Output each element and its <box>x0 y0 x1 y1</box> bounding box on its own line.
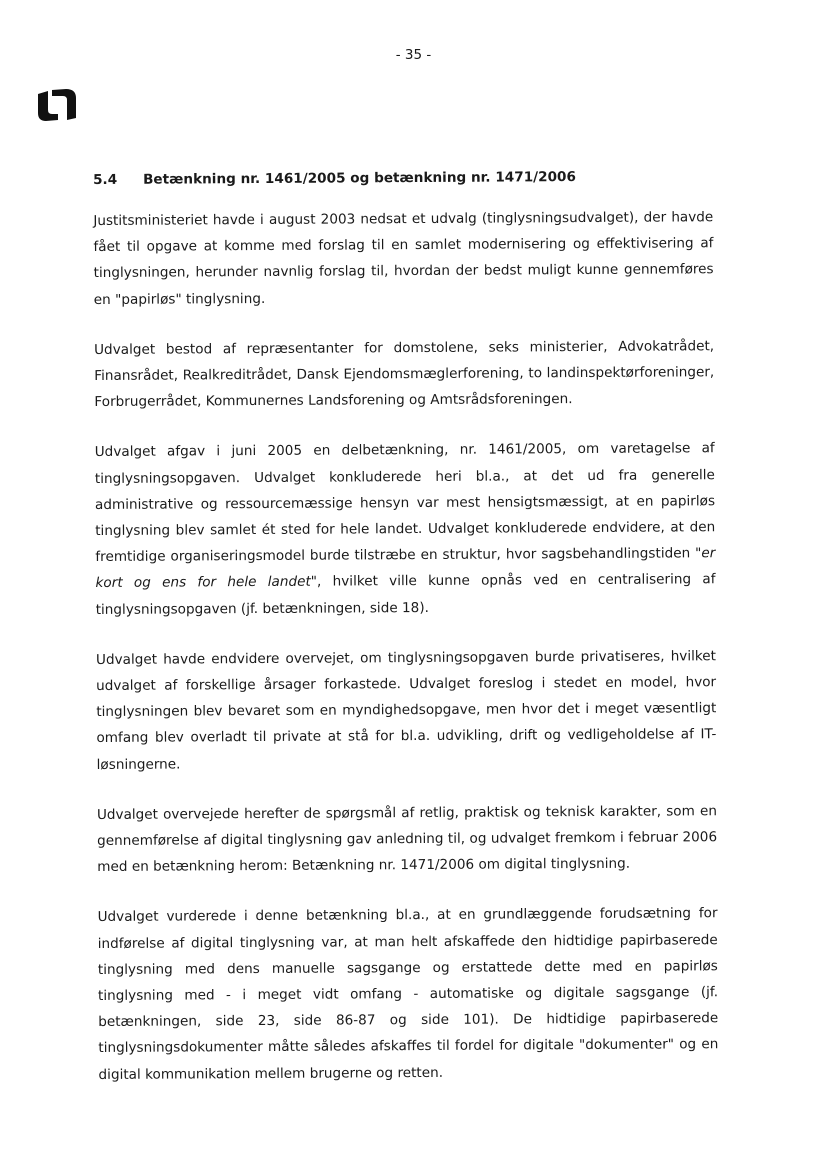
section-heading <box>93 168 713 188</box>
section-number: 5.4 <box>93 171 118 188</box>
paragraph-3-before: Udvalget afgav i juni 2005 en delbetænkning, nr. 1461/2005, om varetagelse af tinglysningsopgaven. Udvalget konkluderede heri bl.a., at det ud fra generelle administrative og ressourcemæssige hensyn var mest hensigtsmæssigt, at en papirløs tinglysning blev samlet ét sted for hele landet. Udvalget konkluderede endvidere, at den fremtidige organiseringsmodel burde tilstræbe en struktur, hvor sagsbehandlingstiden " <box>94 440 716 566</box>
paragraph-5: Udvalget overvejede herefter de spørgsmål af retlig, praktisk og teknisk karakter, som en gennemførelse af digital tinglysning gav anledning til, og udvalget fremkom i februar 2006 med en betænkning herom: Betænkning nr. 1471/2006 om digital tinglysning. <box>96 803 718 876</box>
page-number: - 35 - <box>395 47 432 63</box>
paragraph-3 <box>95 436 716 623</box>
paragraph-3-after: ", hvilket ville kunne opnås ved en centralisering af tinglysningsopgaven (jf. betænkningen, side 18). <box>95 571 716 618</box>
section-title: Betænkning nr. 1461/2005 og betænkning nr. 1471/2006 <box>142 169 576 188</box>
corner-bracket-logo-icon <box>36 88 78 122</box>
document-body <box>93 168 719 1112</box>
paragraph-2: Udvalget bestod af repræsentanter for domstolene, seks ministerier, Advokatrådet, Finansrådet, Realkreditrådet, Dansk Ejendomsmæglerforening, to landinspektørforeninger, Forbrugerrådet, Kommunernes Landsforening og Amtsrådsforeningen. <box>94 338 715 411</box>
paragraph-4: Udvalget havde endvidere overvejet, om tinglysningsopgaven burde privatiseres, hvilket udvalget af forskellige årsager forkastede. Udvalget foreslog i stedet en model, hvor tinglysningen blev bevaret som en myndighedsopgave, men hvor det i meget væsentligt omfang blev overladt til private at stå for bl.a. udvikling, drift og vedligeholdelse af IT-løsningerne. <box>95 648 717 773</box>
paragraph-3-quote: er kort og ens for hele landet <box>95 545 716 592</box>
paragraph-1: Justitsministeriet havde i august 2003 nedsat et udvalg (tinglysningsudvalget), der havde fået til opgave at komme med forslag til en samlet modernisering og effektivisering af tinglysningen, herunder navnlig forslag til, hvordan der bedst muligt kunne gennemføres en "papirløs" tinglysning. <box>93 209 714 308</box>
paragraph-6: Udvalget vurderede i denne betænkning bl.a., at en grundlæggende forudsætning for indførelse af digital tinglysning var, at man helt afskaffede den hidtidige papirbaserede tinglysning med dens manuelle sagsgange og erstattede dette med en papirløs tinglysning med - i meget vidt omfang - automatiske og digitale sagsgange (jf. betænkningen, side 23, side 86-87 og side 101). De hidtidige papirbaserede tinglysningsdokumenter måtte således afskaffes til fordel for digitale "dokumenter" og en digital kommunikation mellem brugerne og retten. <box>97 905 719 1083</box>
